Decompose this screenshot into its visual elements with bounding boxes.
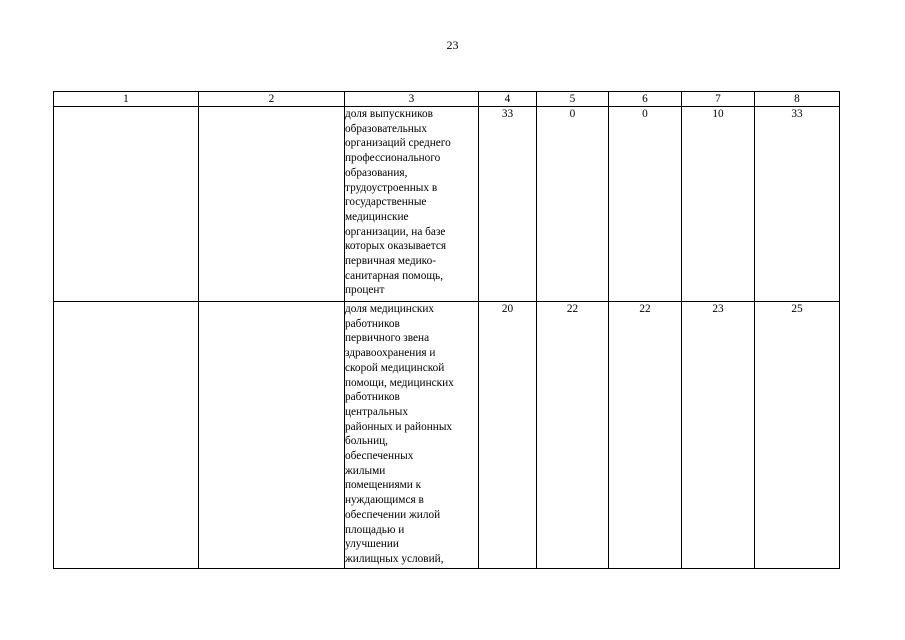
text-line: здравоохранения и: [345, 347, 436, 360]
text-line: жилищных условий,: [345, 552, 444, 565]
column-header: 1: [54, 92, 199, 107]
text-line: работников: [345, 391, 400, 404]
value-cell: 33: [755, 107, 840, 302]
text-line: трудоустроенных в: [345, 181, 438, 194]
column-header: 3: [345, 92, 479, 107]
table-cell: [54, 302, 199, 569]
text-line: скорой медицинской: [345, 361, 445, 374]
text-line: помощи, медицинских: [345, 376, 454, 389]
column-header: 2: [199, 92, 345, 107]
text-line: государственные: [345, 196, 427, 209]
column-header: 6: [609, 92, 682, 107]
value-cell: 0: [609, 107, 682, 302]
page-number: 23: [446, 38, 459, 52]
value-cell: 0: [537, 107, 609, 302]
text-line: доля медицинских: [345, 303, 435, 315]
column-header: 8: [755, 92, 840, 107]
text-line: процент: [345, 284, 385, 297]
text-line: площадью и: [345, 523, 405, 536]
indicator-name-cell: [345, 107, 479, 302]
table-cell: [199, 302, 345, 569]
value-cell: 22: [609, 302, 682, 569]
text-line: образовательных: [345, 122, 428, 135]
text-line: которых оказывается: [345, 240, 447, 253]
table-row: [54, 107, 840, 302]
column-number-row: [54, 92, 840, 107]
value-cell: 23: [682, 302, 755, 569]
value-cell: 10: [682, 107, 755, 302]
value-cell: 22: [537, 302, 609, 569]
value-cell: 33: [479, 107, 537, 302]
text-line: обеспечении жилой: [345, 508, 441, 521]
text-line: жилыми: [345, 464, 386, 477]
value-cell: 20: [479, 302, 537, 569]
text-line: первичная медико-: [345, 255, 436, 268]
table-cell: [54, 107, 199, 302]
column-header: 7: [682, 92, 755, 107]
indicator-table: [53, 91, 840, 569]
text-line: организаций среднего: [345, 137, 451, 150]
text-line: помещениями к: [345, 479, 422, 492]
text-line: нуждающимся в: [345, 494, 424, 507]
text-line: организации, на базе: [345, 225, 446, 238]
text-line: профессионального: [345, 152, 441, 165]
column-header: 4: [479, 92, 537, 107]
text-line: работников: [345, 317, 400, 330]
text-line: районных и районных: [345, 420, 453, 433]
text-line: первичного звена: [345, 332, 430, 345]
text-line: центральных: [345, 405, 409, 418]
text-line: обеспеченных: [345, 450, 414, 463]
text-line: санитарная помощь,: [345, 269, 444, 282]
text-line: медицинские: [345, 210, 409, 223]
indicator-name-cell: [345, 302, 479, 569]
value-cell: 25: [755, 302, 840, 569]
table-cell: [199, 107, 345, 302]
text-line: больниц,: [345, 435, 388, 448]
text-line: образования,: [345, 166, 408, 179]
text-line: улучшении: [345, 538, 399, 551]
text-line: доля выпускников: [345, 108, 434, 120]
table-row: [54, 302, 840, 569]
column-header: 5: [537, 92, 609, 107]
